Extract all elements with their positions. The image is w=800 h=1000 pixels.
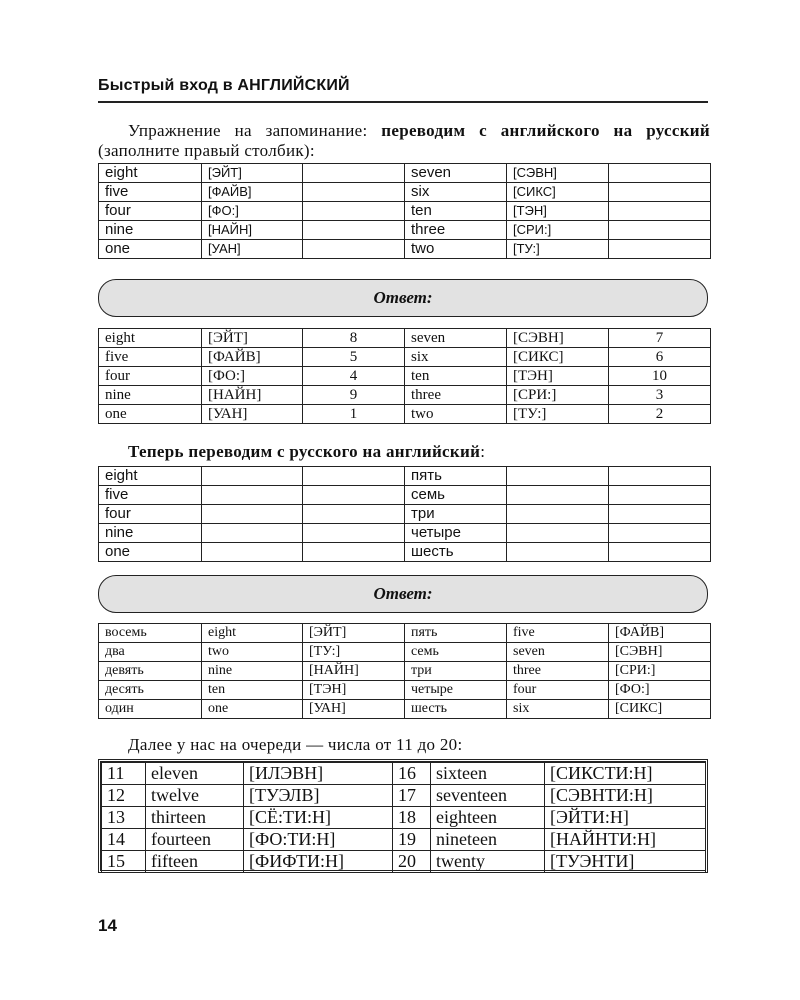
table-cell: two [405,240,507,259]
table-cell: eight [99,467,202,486]
table-cell [303,524,405,543]
table-cell: [ЭЙТ] [202,164,303,183]
table-row [99,681,711,700]
table-cell: 4 [303,367,405,386]
table-cell: twenty [431,851,545,873]
answer-table-en-ru-body [99,329,711,424]
table-cell [609,505,711,524]
table-cell: [ФО:] [202,202,303,221]
table-cell: fifteen [146,851,244,873]
table-cell: 14 [102,829,146,851]
table-row [99,624,711,643]
table-cell [507,486,609,505]
table-cell: 2 [609,405,711,424]
table-cell [609,221,711,240]
table-row [99,643,711,662]
table-cell: шесть [405,700,507,719]
table-row [102,851,706,873]
table-cell: [НАЙНТИ:Н] [545,829,706,851]
table-cell: eight [99,329,202,348]
table-cell: 11 [102,763,146,785]
table-cell: 7 [609,329,711,348]
table-cell: 17 [393,785,431,807]
table-cell: four [507,681,609,700]
table-cell: 18 [393,807,431,829]
table-cell [609,240,711,259]
numbers-11-20-body [102,763,706,873]
table-cell: десять [99,681,202,700]
answer-table-ru-en [98,623,711,719]
table-cell: one [99,240,202,259]
table-cell: 10 [609,367,711,386]
table-cell: [ФО:] [609,681,711,700]
table-cell: [ФИФТИ:Н] [244,851,393,873]
table-cell: eight [99,164,202,183]
table-cell: one [99,405,202,424]
table-cell [507,505,609,524]
intro-lead: Упражнение на запоминание: [128,121,382,140]
table-cell: [СЭВНТИ:Н] [545,785,706,807]
table-cell: ten [405,202,507,221]
table-cell: five [99,183,202,202]
table-row [102,807,706,829]
table-cell: [ЭЙТИ:Н] [545,807,706,829]
table-cell [303,183,405,202]
table-cell: seven [507,643,609,662]
answer-banner-2: Ответ: [98,575,708,613]
table-cell [202,524,303,543]
table-cell: [ТЭН] [507,367,609,386]
table-cell: [СРИ:] [609,662,711,681]
table-cell [303,467,405,486]
numbers-11-20-frame [98,759,708,873]
table-row [99,348,711,367]
table-cell: four [99,367,202,386]
table-cell: семь [405,643,507,662]
table-cell: 16 [393,763,431,785]
table-cell: три [405,505,507,524]
table-cell [507,524,609,543]
table-row [102,785,706,807]
table-row [102,763,706,785]
answer-table-en-ru [98,328,711,424]
table-cell: one [202,700,303,719]
table-cell [202,486,303,505]
table-cell: three [405,221,507,240]
table-cell: eleven [146,763,244,785]
table-cell: ten [405,367,507,386]
subheading-bold: Теперь переводим с русского на английский [128,442,481,461]
exercise-intro [98,121,710,161]
table-cell [303,202,405,221]
table-cell: nine [99,524,202,543]
table-cell: ten [202,681,303,700]
table-cell: [НАЙН] [202,386,303,405]
table-cell: [ФАЙВ] [202,183,303,202]
table-cell: пять [405,467,507,486]
table-cell: [СЭВН] [507,164,609,183]
table-cell: [СЭВН] [609,643,711,662]
table-cell: 1 [303,405,405,424]
table-row [99,405,711,424]
table-cell: five [507,624,609,643]
table-cell: sixteen [431,763,545,785]
exercise-table-en-ru [98,163,711,259]
running-header: Быстрый вход в АНГЛИЙСКИЙ [98,77,350,94]
table-cell: four [99,505,202,524]
table-cell: три [405,662,507,681]
table-cell [202,543,303,562]
table-cell: [ИЛЭВН] [244,763,393,785]
table-cell: six [405,183,507,202]
table-cell: nineteen [431,829,545,851]
table-cell: [СРИ:] [507,221,609,240]
table-row [99,386,711,405]
table-cell: шесть [405,543,507,562]
table-cell: five [99,486,202,505]
table-cell: fourteen [146,829,244,851]
table-cell: два [99,643,202,662]
table-cell: семь [405,486,507,505]
table-cell: seven [405,329,507,348]
table-cell: nine [99,386,202,405]
intro-bold: переводим с английского на русский [381,121,710,140]
table-row [102,829,706,851]
table-row [99,367,711,386]
subheading-ru-en [128,442,485,462]
next-numbers-text: Далее у нас на очереди — числа от 11 до 20: [128,735,463,754]
table-cell: [ТУ:] [507,240,609,259]
table-cell: [ФАЙВ] [609,624,711,643]
intro-tail: (заполните правый столбик): [98,141,315,160]
table-row [99,700,711,719]
table-cell: четыре [405,524,507,543]
table-cell: [СИКС] [609,700,711,719]
table-cell: four [99,202,202,221]
exercise-table-ru-en-body [99,467,711,562]
table-cell [303,221,405,240]
table-cell: девять [99,662,202,681]
table-row [99,164,711,183]
table-cell: twelve [146,785,244,807]
table-cell: [ТУЭЛВ] [244,785,393,807]
table-cell [303,240,405,259]
numbers-11-20-table [101,762,706,873]
table-cell: 19 [393,829,431,851]
table-cell: nine [99,221,202,240]
table-cell: 20 [393,851,431,873]
table-cell: [ЭЙТ] [303,624,405,643]
table-row [99,202,711,221]
table-cell [507,543,609,562]
page-number: 14 [98,916,117,935]
table-cell: [УАН] [303,700,405,719]
table-cell: [СРИ:] [507,386,609,405]
table-cell: [ТУЭНТИ] [545,851,706,873]
answer-table-ru-en-body [99,624,711,719]
table-cell [609,183,711,202]
table-cell: [УАН] [202,405,303,424]
table-row [99,221,711,240]
table-cell: [УАН] [202,240,303,259]
table-cell [609,524,711,543]
table-cell: three [405,386,507,405]
table-cell [609,202,711,221]
exercise-table-en-ru-body [99,164,711,259]
table-cell: 6 [609,348,711,367]
table-cell: 13 [102,807,146,829]
table-cell: [ФАЙВ] [202,348,303,367]
table-row [99,543,711,562]
table-cell [609,467,711,486]
table-cell: seven [405,164,507,183]
table-cell: two [202,643,303,662]
table-cell [202,505,303,524]
table-cell: [НАЙН] [303,662,405,681]
table-cell [303,486,405,505]
table-cell [609,164,711,183]
table-row [99,524,711,543]
table-cell: [ЭЙТ] [202,329,303,348]
table-cell: 9 [303,386,405,405]
table-cell: восемь [99,624,202,643]
table-cell: [СИКС] [507,183,609,202]
table-cell [303,164,405,183]
table-cell: one [99,543,202,562]
table-row [99,240,711,259]
table-cell: пять [405,624,507,643]
subheading-tail: : [480,442,486,461]
table-cell: [СИКСТИ:Н] [545,763,706,785]
table-cell: [СЭВН] [507,329,609,348]
table-row [99,467,711,486]
table-cell: 12 [102,785,146,807]
table-cell [609,543,711,562]
table-cell: четыре [405,681,507,700]
table-cell: eight [202,624,303,643]
table-cell [609,486,711,505]
table-cell: eighteen [431,807,545,829]
table-cell: [СИКС] [507,348,609,367]
table-cell: thirteen [146,807,244,829]
table-cell: один [99,700,202,719]
table-cell: 5 [303,348,405,367]
table-cell [507,467,609,486]
table-row [99,505,711,524]
table-cell: [ФО:] [202,367,303,386]
table-cell: [ТЭН] [507,202,609,221]
table-cell: six [405,348,507,367]
table-cell: 15 [102,851,146,873]
table-row [99,486,711,505]
table-cell: [НАЙН] [202,221,303,240]
table-cell: [СЁ:ТИ:Н] [244,807,393,829]
table-cell: three [507,662,609,681]
table-cell: seventeen [431,785,545,807]
table-cell: nine [202,662,303,681]
table-row [99,329,711,348]
table-cell: [ФО:ТИ:Н] [244,829,393,851]
table-cell: [ТЭН] [303,681,405,700]
table-cell: 8 [303,329,405,348]
answer-banner-1: Ответ: [98,279,708,317]
table-cell [303,543,405,562]
table-cell: [ТУ:] [507,405,609,424]
exercise-table-ru-en [98,466,711,562]
table-cell [202,467,303,486]
table-cell [303,505,405,524]
table-cell: two [405,405,507,424]
table-cell: five [99,348,202,367]
header-rule [98,101,708,103]
table-row [99,183,711,202]
table-cell: 3 [609,386,711,405]
table-cell: [ТУ:] [303,643,405,662]
table-cell: six [507,700,609,719]
table-row [99,662,711,681]
